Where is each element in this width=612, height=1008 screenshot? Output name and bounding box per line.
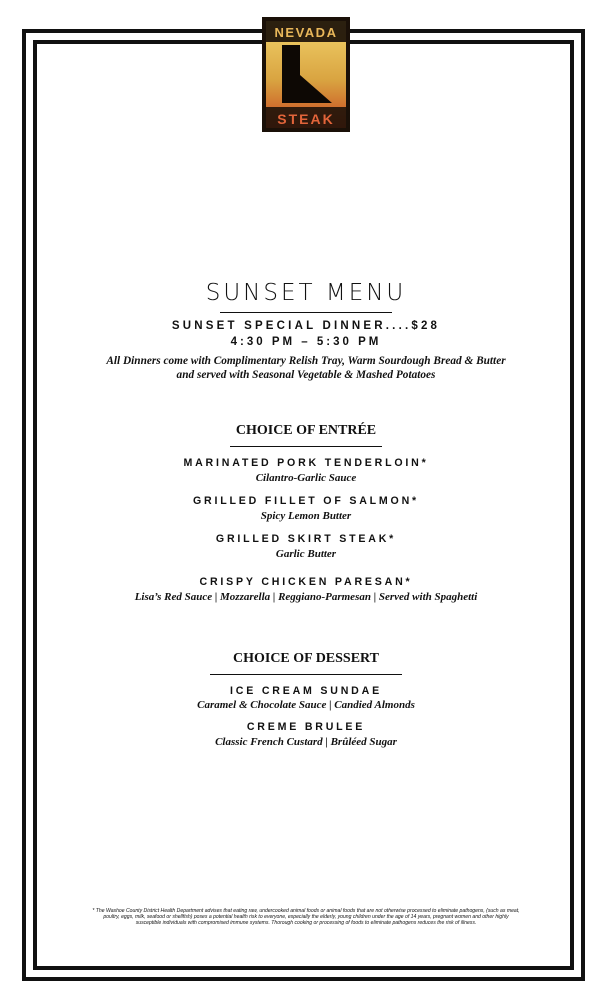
dessert-item-desc: Classic French Custard | Brûléed Sugar	[215, 736, 397, 748]
entree-item-desc: Cilantro-Garlic Sauce	[255, 472, 357, 484]
dessert-divider	[210, 674, 402, 675]
entree-item-name: GRILLED SKIRT STEAK*	[215, 533, 397, 545]
nevada-steak-logo	[262, 17, 350, 132]
dessert-item-desc: Caramel & Chocolate Sauce | Candied Almonds	[197, 699, 415, 711]
logo-bottom-text: STEAK	[277, 111, 335, 127]
special-dinner-price: SUNSET SPECIAL DINNER....$28	[171, 320, 441, 332]
special-hours: 4:30 PM – 5:30 PM	[230, 336, 382, 348]
entree-item-desc: Lisa’s Red Sauce | Mozzarella | Reggiano-Parmesan | Served with Spaghetti	[134, 591, 478, 603]
dinner-note-line2: and served with Seasonal Vegetable & Mashed Potatoes	[176, 369, 436, 381]
entree-item-name: CRISPY CHICKEN PARESAN*	[199, 576, 413, 588]
menu-title: SUNSET MENU	[205, 280, 407, 306]
dinner-note-line1: All Dinners come with Complimentary Relish Tray, Warm Sourdough Bread & Butter	[106, 355, 506, 367]
dessert-heading: CHOICE OF DESSERT	[232, 651, 380, 666]
entree-item-desc: Garlic Butter	[275, 548, 337, 560]
health-disclaimer: * The Washoe County District Health Department advises that eating raw, undercooked animal foods or animal foods that are not otherwise processed to eliminate pathogens, (such as meat, poultry, eggs, milk, seafood or shellfish) poses a potential health risk to everyone, especially the elderly, young children under the age of 14 years, pregnant women and other highly susceptible individuals with compromised immune systems. Thorough cooking or processing of foods to eliminate pathogens reduces the risk of illness.	[92, 908, 520, 926]
entree-heading: CHOICE OF ENTRÉE	[235, 423, 377, 438]
logo-top-text: NEVADA	[274, 25, 338, 40]
dessert-item-name: CREME BRULEE	[246, 721, 366, 733]
entree-item-name: MARINATED PORK TENDERLOIN*	[183, 457, 429, 469]
dessert-item-name: ICE CREAM SUNDAE	[230, 685, 382, 697]
title-divider	[220, 312, 392, 313]
entree-divider	[230, 446, 382, 447]
dinner-note	[40, 354, 572, 382]
entree-item-desc: Spicy Lemon Butter	[260, 510, 352, 522]
entree-item-name: GRILLED FILLET OF SALMON*	[193, 495, 419, 507]
